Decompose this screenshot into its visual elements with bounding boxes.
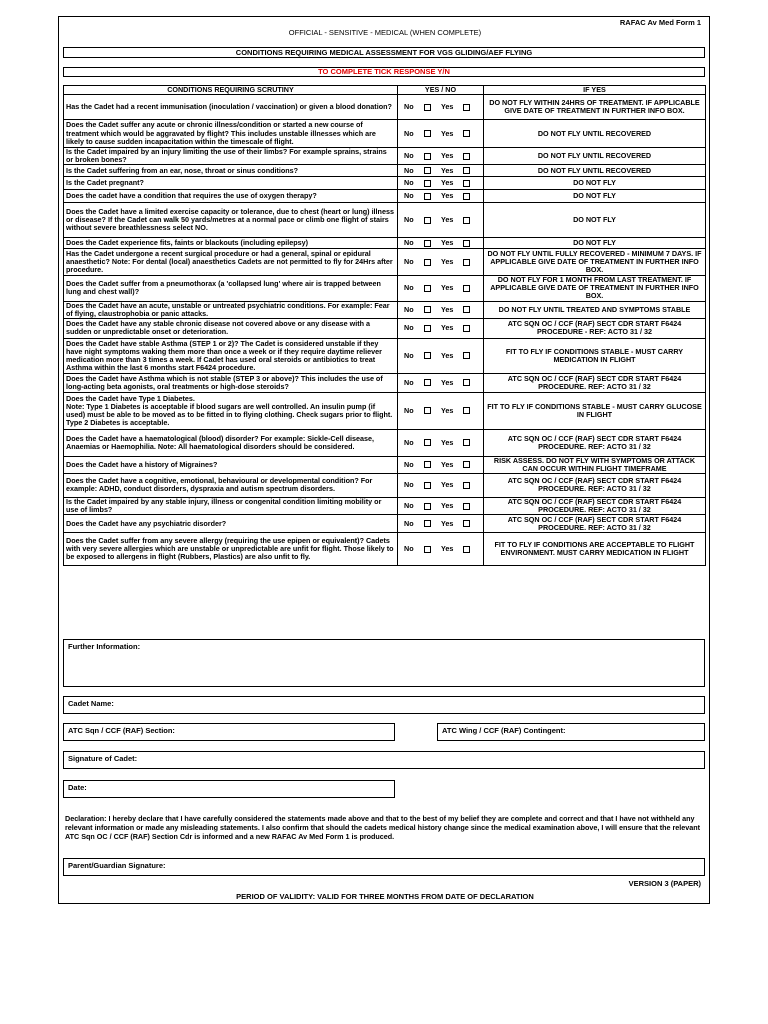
no-checkbox[interactable] [424,193,431,200]
table-row [64,338,706,373]
instruction-banner: TO COMPLETE TICK RESPONSE Y/N [63,67,705,77]
no-checkbox[interactable] [424,325,431,332]
parent-signature-label: Parent/Guardian Signature: [68,861,166,870]
no-checkbox[interactable] [424,379,431,386]
no-checkbox[interactable] [424,130,431,137]
no-label: No [404,178,414,188]
no-label: No [404,323,414,333]
yes-no-cell [398,515,484,533]
no-label: No [404,480,414,490]
no-label: No [404,405,414,415]
yes-no-cell [398,533,484,566]
yes-no-cell [398,338,484,373]
no-checkbox[interactable] [424,352,431,359]
no-checkbox[interactable] [424,520,431,527]
yes-no-cell [398,276,484,301]
no-label: No [404,191,414,201]
table-row [64,95,706,120]
table-row [64,497,706,514]
condition-text: Does the Cadet have Type 1 Diabetes. Note: Type 1 Diabetes is acceptable if blood sugars are well controlled. An insulin pump (if used) must be able to be moved as to be fitted in to flying clothing. Check sugars prior to flight. Type 2 Diabetes is acceptable. [64,392,398,429]
if-yes-action: DO NOT FLY FOR 1 MONTH FROM LAST TREATMENT. IF APPLICABLE GIVE DATE OF TREATMENT IN FURTHER INFO BOX. [484,276,706,301]
if-yes-action: ATC SQN OC / CCF (RAF) SECT CDR START F6424 PROCEDURE. REF: ACTO 31 / 32 [484,515,706,533]
yes-no-cell [398,318,484,338]
if-yes-action: DO NOT FLY [484,177,706,190]
version-label: VERSION 3 (PAPER) [628,879,701,888]
classification-marking: OFFICIAL - SENSITIVE - MEDICAL (WHEN COMPLETE) [288,28,482,37]
no-label: No [404,377,414,387]
yes-checkbox[interactable] [463,180,470,187]
table-row [64,120,706,148]
cadet-name-field[interactable] [63,696,705,714]
signature-label: Signature of Cadet: [68,754,138,763]
yes-no-cell [398,456,484,473]
no-checkbox[interactable] [424,180,431,187]
condition-text: Is the Cadet suffering from an ear, nose, throat or sinus conditions? [64,165,398,177]
no-label: No [404,304,414,314]
no-checkbox[interactable] [424,482,431,489]
no-checkbox[interactable] [424,217,431,224]
yes-no-cell [398,429,484,456]
yes-label: Yes [441,165,454,175]
declaration-text: Declaration: I hereby declare that I have carefully considered the statements made above and that to the best of my belief they are complete and correct and that I have not withheld any relevant information or made any misleading statements. I also confirm that should the cadets medical history change since the medical examination above, I will ensure that the relevant ATC Sqn OC / CCF (RAF) Section Cdr is informed and a new RAFAC Av Med Form 1 is produced. [65,814,701,842]
condition-text: Does the Cadet have Asthma which is not stable (STEP 3 or above)? This includes the use of long-acting beta agonists, oral treatments or high-dose steroids? [64,373,398,392]
yes-label: Yes [441,405,454,415]
condition-text: Does the Cadet have a history of Migraines? [64,456,398,473]
yes-checkbox[interactable] [463,546,470,553]
no-label: No [404,350,414,360]
yes-label: Yes [441,544,454,554]
if-yes-action: DO NOT FLY [484,238,706,249]
yes-no-cell [398,301,484,318]
if-yes-action: DO NOT FLY UNTIL RECOVERED [484,148,706,165]
if-yes-action: ATC SQN OC / CCF (RAF) SECT CDR START F6424 PROCEDURE. REF: ACTO 31 / 32 [484,373,706,392]
if-yes-action: FIT TO FLY IF CONDITIONS ARE ACCEPTABLE TO FLIGHT ENVIRONMENT. MUST CARRY MEDICATION IN FLIGHT [484,533,706,566]
condition-text: Is the Cadet impaired by an injury limiting the use of their limbs? For example sprains, strains or broken bones? [64,148,398,165]
yes-label: Yes [441,437,454,447]
table-row [64,148,706,165]
condition-text: Does the cadet have a condition that requires the use of oxygen therapy? [64,190,398,203]
no-checkbox[interactable] [424,461,431,468]
no-label: No [404,238,414,248]
yes-label: Yes [441,151,454,161]
yes-checkbox[interactable] [463,306,470,313]
yes-checkbox[interactable] [463,130,470,137]
no-checkbox[interactable] [424,167,431,174]
yes-no-cell [398,392,484,429]
cadet-name-label: Cadet Name: [68,699,114,708]
no-label: No [404,151,414,161]
yes-label: Yes [441,238,454,248]
no-label: No [404,459,414,469]
no-checkbox[interactable] [424,407,431,414]
yes-label: Yes [441,215,454,225]
yes-label: Yes [441,128,454,138]
validity-statement: PERIOD OF VALIDITY: VALID FOR THREE MONTHS FROM DATE OF DECLARATION [236,892,534,901]
no-checkbox[interactable] [424,153,431,160]
yes-no-cell [398,249,484,276]
no-label: No [404,102,414,112]
yes-no-cell [398,120,484,148]
condition-text: Is the Cadet impaired by any stable injury, illness or congenital condition limiting mobility or use of limbs? [64,497,398,514]
table-row [64,177,706,190]
yes-checkbox[interactable] [463,167,470,174]
condition-text: Is the Cadet pregnant? [64,177,398,190]
yes-no-cell [398,497,484,514]
yes-checkbox[interactable] [463,193,470,200]
signature-field[interactable] [63,751,705,769]
yes-no-cell [398,148,484,165]
form-title: CONDITIONS REQUIRING MEDICAL ASSESSMENT FOR VGS GLIDING/AEF FLYING [63,47,705,58]
condition-text: Does the Cadet have an acute, unstable or untreated psychiatric conditions. For example: Fear of flying, claustrophobia or panic attacks. [64,301,398,318]
date-label: Date: [68,783,87,792]
condition-text: Does the Cadet have any stable chronic disease not covered above or any disease with a sudden or unpredictable onset or deterioration. [64,318,398,338]
if-yes-action: DO NOT FLY [484,203,706,238]
header-yes-no: YES / NO [398,86,484,95]
if-yes-action: FIT TO FLY IF CONDITIONS STABLE - MUST CARRY GLUCOSE IN FLIGHT [484,392,706,429]
if-yes-action: DO NOT FLY WITHIN 24HRS OF TREATMENT. IF APPLICABLE GIVE DATE OF TREATMENT IN FURTHER INFO BOX. [484,95,706,120]
yes-no-cell [398,473,484,497]
header-if-yes: IF YES [484,86,706,95]
table-row [64,392,706,429]
yes-label: Yes [441,377,454,387]
condition-text: Has the Cadet had a recent immunisation (inoculation / vaccination) or given a blood donation? [64,95,398,120]
table-row [64,318,706,338]
if-yes-action: ATC SQN OC / CCF (RAF) SECT CDR START F6424 PROCEDURE. REF: ACTO 31 / 32 [484,429,706,456]
yes-label: Yes [441,178,454,188]
no-label: No [404,518,414,528]
yes-label: Yes [441,102,454,112]
yes-no-cell [398,95,484,120]
no-label: No [404,257,414,267]
yes-label: Yes [441,323,454,333]
contingent-field[interactable] [437,723,705,741]
yes-checkbox[interactable] [463,352,470,359]
no-label: No [404,544,414,554]
if-yes-action: DO NOT FLY UNTIL FULLY RECOVERED - MINIMUM 7 DAYS. IF APPLICABLE GIVE DATE OF TREATMENT IN FURTHER INFO BOX. [484,249,706,276]
no-checkbox[interactable] [424,104,431,111]
yes-checkbox[interactable] [463,520,470,527]
if-yes-action: DO NOT FLY UNTIL RECOVERED [484,120,706,148]
if-yes-action: DO NOT FLY UNTIL TREATED AND SYMPTOMS STABLE [484,301,706,318]
table-row [64,533,706,566]
yes-no-cell [398,165,484,177]
yes-checkbox[interactable] [463,240,470,247]
yes-no-cell [398,190,484,203]
further-info-label: Further Information: [68,642,141,651]
if-yes-action: DO NOT FLY UNTIL RECOVERED [484,165,706,177]
contingent-label: ATC Wing / CCF (RAF) Contingent: [442,726,566,735]
table-row [64,165,706,177]
table-row [64,301,706,318]
date-field[interactable] [63,780,395,798]
no-checkbox[interactable] [424,240,431,247]
table-row [64,429,706,456]
no-label: No [404,500,414,510]
header-conditions: CONDITIONS REQUIRING SCRUTINY [64,86,398,95]
condition-text: Does the Cadet suffer from a pneumothorax (a 'collapsed lung' where air is trapped between lung and chest wall)? [64,276,398,301]
condition-text: Does the Cadet have a cognitive, emotional, behavioural or developmental condition? For example: ADHD, conduct disorders, dyspraxia and autism spectrum disorders. [64,473,398,497]
yes-checkbox[interactable] [463,325,470,332]
yes-no-cell [398,203,484,238]
yes-label: Yes [441,304,454,314]
condition-text: Does the Cadet suffer any acute or chronic illness/condition or started a new course of treatment which would be aggravated by flight? This includes unstable illnesses which are likely to cause sudden incapacitation within the timescale of flight. [64,120,398,148]
condition-text: Has the Cadet undergone a recent surgical procedure or had a general, spinal or epidural anaesthetic? Note: For dental (local) anaesthetics Cadets are not permitted to fly for 24Hrs after procedure. [64,249,398,276]
yes-label: Yes [441,459,454,469]
form-reference: RAFAC Av Med Form 1 [619,18,701,27]
yes-checkbox[interactable] [463,217,470,224]
condition-text: Does the Cadet have a limited exercise capacity or tolerance, due to chest (heart or lung) illness or disease? If the Cadet can walk 50 yards/metres at a normal pace or climb one flight of stairs without severe breathlessness select NO. [64,203,398,238]
further-info-field[interactable] [63,639,705,687]
no-checkbox[interactable] [424,306,431,313]
no-checkbox[interactable] [424,259,431,266]
no-label: No [404,437,414,447]
table-row [64,473,706,497]
table-row [64,515,706,533]
table-row [64,276,706,301]
yes-checkbox[interactable] [463,407,470,414]
table-row [64,203,706,238]
yes-label: Yes [441,191,454,201]
section-label: ATC Sqn / CCF (RAF) Section: [68,726,175,735]
condition-text: Does the Cadet suffer from any severe allergy (requiring the use epipen or equivalent)? Cadets with very severe allergies which are unstable or unpredictable are unfit for flight. Those likely to be exposed to allergens in flight (Rubbers, Plastics) are also unfit to fly. [64,533,398,566]
if-yes-action: FIT TO FLY IF CONDITIONS STABLE - MUST CARRY MEDICATION IN FLIGHT [484,338,706,373]
no-checkbox[interactable] [424,503,431,510]
yes-no-cell [398,373,484,392]
if-yes-action: ATC SQN OC / CCF (RAF) SECT CDR START F6424 PROCEDURE. REF: ACTO 31 / 32 [484,473,706,497]
yes-checkbox[interactable] [463,104,470,111]
yes-checkbox[interactable] [463,153,470,160]
yes-label: Yes [441,500,454,510]
yes-label: Yes [441,350,454,360]
yes-no-cell [398,177,484,190]
table-row [64,249,706,276]
table-row [64,373,706,392]
yes-label: Yes [441,257,454,267]
yes-checkbox[interactable] [463,503,470,510]
if-yes-action: DO NOT FLY [484,190,706,203]
conditions-table [63,85,706,566]
condition-text: Does the Cadet have a haematological (blood) disorder? For example: Sickle-Cell disease, Anaemias or Haemophilia. Note: All haematological disorders should be considered. [64,429,398,456]
no-checkbox[interactable] [424,285,431,292]
yes-checkbox[interactable] [463,482,470,489]
no-label: No [404,128,414,138]
form-page [58,16,710,904]
no-checkbox[interactable] [424,546,431,553]
if-yes-action: ATC SQN OC / CCF (RAF) SECT CDR START F6424 PROCEDURE. REF: ACTO 31 / 32 [484,497,706,514]
yes-checkbox[interactable] [463,379,470,386]
yes-label: Yes [441,518,454,528]
parent-signature-field[interactable] [63,858,705,876]
if-yes-action: ATC SQN OC / CCF (RAF) SECT CDR START F6424 PROCEDURE - REF: ACTO 31 / 32 [484,318,706,338]
condition-text: Does the Cadet experience fits, faints or blackouts (including epilepsy) [64,238,398,249]
table-row [64,238,706,249]
table-row [64,456,706,473]
yes-label: Yes [441,283,454,293]
if-yes-action: RISK ASSESS. DO NOT FLY WITH SYMPTOMS OR ATTACK CAN OCCUR WITHIN FLIGHT TIMEFRAME [484,456,706,473]
no-checkbox[interactable] [424,439,431,446]
section-field[interactable] [63,723,395,741]
yes-checkbox[interactable] [463,461,470,468]
condition-text: Does the Cadet have any psychiatric disorder? [64,515,398,533]
yes-no-cell [398,238,484,249]
no-label: No [404,165,414,175]
yes-label: Yes [441,480,454,490]
condition-text: Does the Cadet have stable Asthma (STEP 1 or 2)? The Cadet is considered unstable if they have night symptoms waking them more than once a week or if they require daytime reliever medication more than 3 times a week. If Cadet has used oral steroids or antibiotics to treat Asthma within the last 6 months start F6424 procedure. [64,338,398,373]
no-label: No [404,283,414,293]
yes-checkbox[interactable] [463,439,470,446]
no-label: No [404,215,414,225]
table-row [64,190,706,203]
yes-checkbox[interactable] [463,259,470,266]
yes-checkbox[interactable] [463,285,470,292]
